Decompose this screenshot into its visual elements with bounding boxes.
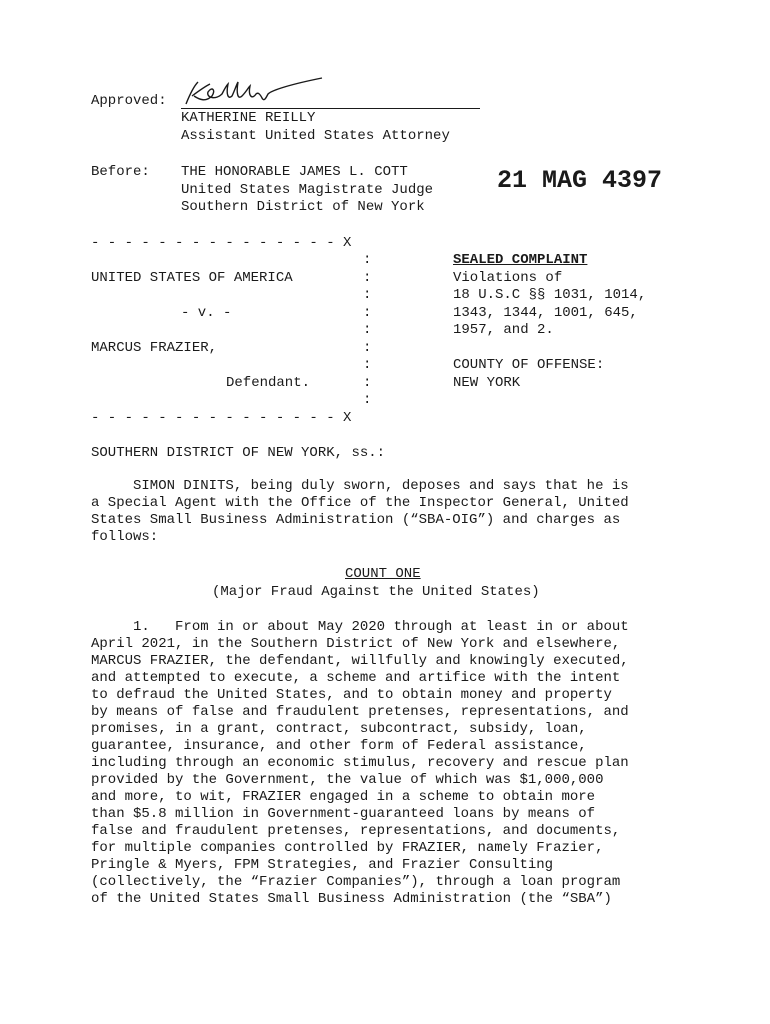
signature-line [181,108,480,109]
county-label: COUNTY OF OFFENSE: [453,357,605,373]
count-subtitle: (Major Fraud Against the United States) [212,584,540,600]
count-title: COUNT ONE [345,566,421,582]
violations-line: 1343, 1344, 1001, 645, [453,305,638,321]
text-line: April 2021, in the Southern District of New York and elsewhere, [91,636,621,652]
text-line: including through an economic stimulus, recovery and rescue plan [91,755,629,771]
text-line: (collectively, the “Frazier Companies”), through a loan program [91,874,621,890]
plaintiff-name: UNITED STATES OF AMERICA [91,270,293,286]
text-line: by means of false and fraudulent pretenses, representations, and [91,704,629,720]
intro-paragraph [91,478,629,546]
text-line: States Small Business Administration (“SBA-OIG”) and charges as [91,512,621,528]
text-line: of the United States Small Business Administration (the “SBA”) [91,891,612,907]
case-number: 21 MAG 4397 [497,166,663,195]
caption-colon: : [363,357,372,373]
caption-colon: : [363,270,372,286]
text-line: 1. From in or about May 2020 through at least in or about [91,619,629,635]
text-line: promises, in a grant, contract, subcontract, subsidy, loan, [91,721,587,737]
before-label: Before: [91,164,150,180]
caption-colon: : [363,340,372,356]
text-line: than $5.8 million in Government-guaranteed loans by means of [91,806,596,822]
versus-label: - v. - [181,305,232,321]
defendant-name: MARCUS FRAZIER, [91,340,218,356]
text-line: Pringle & Myers, FPM Strategies, and Frazier Consulting [91,857,554,873]
caption-colon: : [363,392,372,408]
violations-line: Violations of [453,270,563,286]
text-line: follows: [91,529,159,545]
approved-label: Approved: [91,93,167,109]
caption-bottom-rule: - - - - - - - - - - - - - - - X [91,410,352,426]
text-line: for multiple companies controlled by FRAZIER, namely Frazier, [91,840,604,856]
venue-line: SOUTHERN DISTRICT OF NEW YORK, ss.: [91,445,386,461]
judge-line: United States Magistrate Judge [181,182,434,198]
text-line: guarantee, insurance, and other form of Federal assistance, [91,738,587,754]
caption-colon: : [363,252,372,268]
document-type: SEALED COMPLAINT [453,252,588,268]
violations-line: 18 U.S.C §§ 1031, 1014, [453,287,647,303]
caption-colon: : [363,375,372,391]
text-line: false and fraudulent pretenses, representations, and documents, [91,823,621,839]
text-line: MARCUS FRAZIER, the defendant, willfully and knowingly executed, [91,653,629,669]
county-value: NEW YORK [453,375,521,391]
caption-colon: : [363,287,372,303]
text-line: and attempted to execute, a scheme and artifice with the intent [91,670,621,686]
text-line: provided by the Government, the value of which was $1,000,000 [91,772,604,788]
caption-top-rule: - - - - - - - - - - - - - - - X [91,235,352,251]
defendant-label: Defendant. [226,375,311,391]
text-line: SIMON DINITS, being duly sworn, deposes and says that he is [91,478,629,494]
violations-line: 1957, and 2. [453,322,554,338]
caption-colon: : [363,305,372,321]
caption-colon: : [363,322,372,338]
text-line: to defraud the United States, and to obtain money and property [91,687,612,703]
paragraph-1 [91,619,629,908]
judge-line: Southern District of New York [181,199,425,215]
approver-title: Assistant United States Attorney [181,128,450,144]
text-line: and more, to wit, FRAZIER engaged in a scheme to obtain more [91,789,596,805]
judge-line: THE HONORABLE JAMES L. COTT [181,164,408,180]
text-line: a Special Agent with the Office of the Inspector General, United [91,495,629,511]
approver-name: KATHERINE REILLY [181,110,316,126]
